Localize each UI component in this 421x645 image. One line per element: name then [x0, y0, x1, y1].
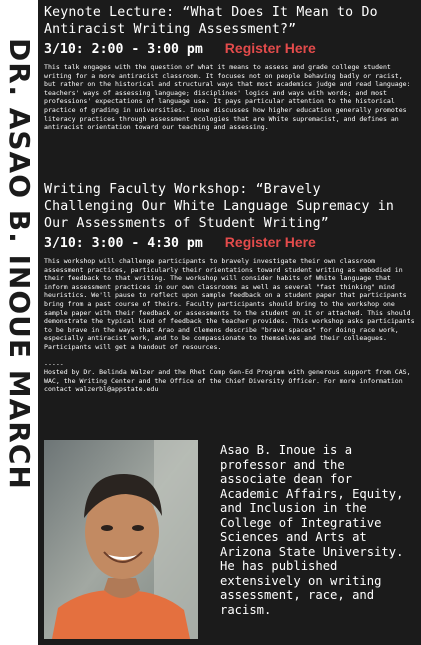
- speaker-photo: [44, 440, 198, 639]
- workshop-section: [44, 181, 416, 394]
- workshop-description: This workshop will challenge participants to bravely investigate their own classroom assessment practices, particularly their orientations toward student writing as embodied in their feedback to that writing. The workshop will consider habits of White language that inform assessment practices in our own classrooms as well as several "fast thinking" mind heuristics. We'll pause to reflect upon sample feedback on a student paper that participants bring from a past course of theirs. Faculty participants should bring to the workshop one sample paper with their feedback or assessments to the student on it or attached. This should demonstrate the typical kind of feedback the teacher provides. This workshop asks participants to be brave in the ways that Arao and Clemens describe "brave spaces" for doing race work, especially antiracist work, and to be compassionate to themselves and their colleagues. Participants will get a handout of resources.: [44, 257, 415, 351]
- content-panel: [38, 0, 421, 645]
- keynote-register-link[interactable]: Register Here: [224, 40, 316, 56]
- workshop-datetime: 3/10: 3:00 - 4:30 pm: [44, 236, 203, 251]
- workshop-datetime-row: [44, 234, 416, 251]
- speaker-name-vertical-title: DR. ASAO B. INOUE MARCH: [3, 38, 36, 490]
- keynote-title: Keynote Lecture: “What Does It Mean to Do Antiracist Writing Assessment?”: [44, 5, 378, 37]
- keynote-section: [44, 4, 416, 132]
- divider-dashes: -----: [44, 359, 64, 368]
- speaker-bio: Asao B. Inoue is a professor and the associate dean for Academic Affairs, Equity, and Inclusion in the College of Integrative Sciences and Arts at Arizona State University. He has published extensively on writing assessment, race, and racism.: [220, 443, 404, 617]
- workshop-register-link[interactable]: Register Here: [224, 234, 316, 250]
- hosted-by-note: Hosted by Dr. Belinda Walzer and the Rhet Comp Gen-Ed Program with generous support from CAS, WAC, the Writing Center and the Office of the Chief Diversity Officer. For more information contact walzerbl@appstate.edu: [44, 368, 411, 394]
- workshop-title: Writing Faculty Workshop: “Bravely Challenging Our White Language Supremacy in Our Assessments of Student Writing”: [44, 182, 395, 231]
- keynote-datetime-row: [44, 40, 416, 57]
- vertical-title-sidebar: [0, 0, 38, 645]
- keynote-description: This talk engages with the question of what it means to assess and grade college student writing for a more antiracist classroom. It focuses not on people behaving badly or racist, but rather on the historical and structural ways that most academics judge and read language: teachers' ways of assessing language; disciplines' logics and ways with words; and most professions' expectations of language use. It pays particular attention to the historical practice of grading in universities. Inoue discusses how higher education generally promotes literacy practices through assessment ecologies that are White supremacist, and defines an antiracist orientation toward our teaching and assessing.: [44, 63, 411, 132]
- keynote-datetime: 3/10: 2:00 - 3:00 pm: [44, 42, 203, 57]
